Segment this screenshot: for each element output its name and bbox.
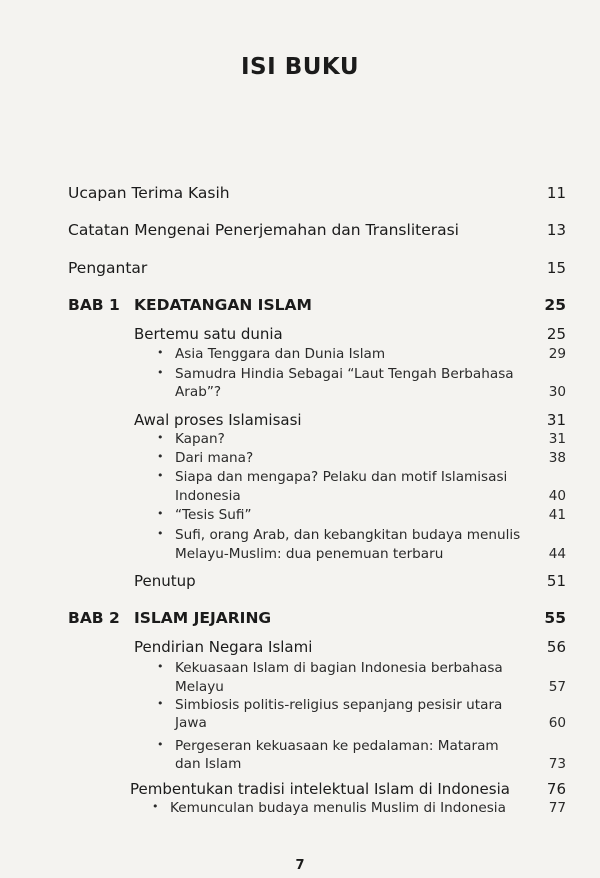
subsection-page: 38 (548, 450, 566, 466)
section-page: 76 (546, 780, 566, 798)
toc-entry-label: Pengantar (68, 259, 148, 277)
toc-entry-page: 15 (546, 259, 566, 277)
subsection-line: “Tesis Sufi” (175, 507, 252, 523)
section-page: 51 (546, 572, 566, 590)
subsection-line: dan Islam (175, 756, 242, 772)
chapter-number: BAB 2 (68, 609, 120, 627)
chapter-number: BAB 1 (68, 296, 120, 314)
subsection-page: 30 (548, 384, 566, 400)
bullet-icon: • (157, 450, 164, 463)
chapter-page: 55 (544, 609, 566, 627)
toc-entry-page: 13 (546, 221, 566, 239)
section-title: Penutup (134, 572, 196, 590)
bullet-icon: • (157, 660, 164, 673)
subsection-line: Indonesia (175, 488, 241, 504)
subsection-line: Pergeseran kekuasaan ke pedalaman: Mataram (175, 738, 499, 754)
subsection-line: Sufi, orang Arab, dan kebangkitan budaya menulis (175, 527, 521, 543)
chapter-title: KEDATANGAN ISLAM (134, 296, 312, 314)
subsection-page: 77 (548, 800, 566, 816)
subsection-line: Melayu-Muslim: dua penemuan terbaru (175, 546, 444, 562)
bullet-icon: • (157, 507, 164, 520)
subsection-line: Simbiosis politis-religius sepanjang pesisir utara (175, 697, 503, 713)
page-title: ISI BUKU (241, 54, 359, 80)
subsection-page: 73 (548, 756, 566, 772)
bullet-icon: • (157, 527, 164, 540)
section-page: 56 (546, 638, 566, 656)
subsection-line: Jawa (175, 715, 207, 731)
subsection-line: Siapa dan mengapa? Pelaku dan motif Islamisasi (175, 469, 508, 485)
page-number: 7 (295, 858, 305, 873)
bullet-icon: • (157, 738, 164, 751)
bullet-icon: • (157, 697, 164, 710)
subsection-page: 57 (548, 679, 566, 695)
toc-entry-page: 11 (546, 184, 566, 202)
toc-entry-label: Catatan Mengenai Penerjemahan dan Transliterasi (68, 221, 459, 239)
subsection-line: Kapan? (175, 431, 225, 447)
bullet-icon: • (157, 431, 164, 444)
section-title: Pendirian Negara Islami (134, 638, 313, 656)
bullet-icon: • (157, 366, 164, 379)
bullet-icon: • (157, 346, 164, 359)
section-title: Bertemu satu dunia (134, 325, 283, 343)
subsection-line: Asia Tenggara dan Dunia Islam (175, 346, 386, 362)
subsection-page: 31 (548, 431, 566, 447)
subsection-line: Arab”? (175, 384, 222, 400)
subsection-line: Kekuasaan Islam di bagian Indonesia berbahasa (175, 660, 503, 676)
subsection-page: 44 (548, 546, 566, 562)
subsection-page: 60 (548, 715, 566, 731)
bullet-icon: • (157, 469, 164, 482)
section-title: Pembentukan tradisi intelektual Islam di Indonesia (130, 780, 510, 798)
section-page: 25 (546, 325, 566, 343)
subsection-page: 29 (548, 346, 566, 362)
chapter-title: ISLAM JEJARING (134, 609, 272, 627)
subsection-line: Kemunculan budaya menulis Muslim di Indonesia (170, 800, 506, 816)
subsection-line: Samudra Hindia Sebagai “Laut Tengah Berbahasa (175, 366, 514, 382)
bullet-icon: • (152, 800, 159, 813)
section-page: 31 (546, 411, 566, 429)
chapter-page: 25 (544, 296, 566, 314)
section-title: Awal proses Islamisasi (134, 411, 302, 429)
subsection-page: 41 (548, 507, 566, 523)
subsection-line: Dari mana? (175, 450, 254, 466)
toc-entry-label: Ucapan Terima Kasih (68, 184, 230, 202)
subsection-page: 40 (548, 488, 566, 504)
subsection-line: Melayu (175, 679, 224, 695)
